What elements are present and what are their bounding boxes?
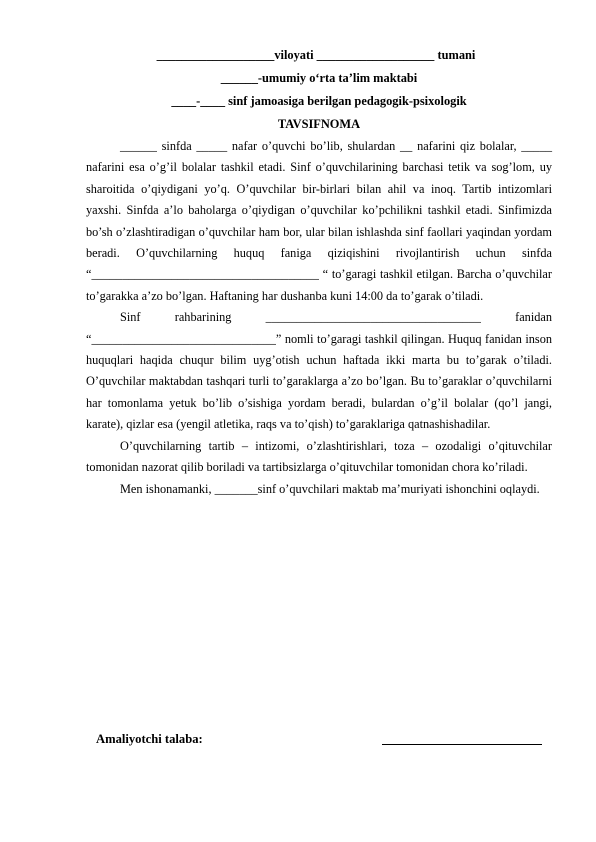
header-region-line: ___________________viloyati ___________________ tumani	[156, 48, 476, 62]
paragraph-discipline: O’quvchilarning tartib – intizomi, o’zlashtirishlari, toza – ozodaligi o’qituvchilar tomonidan nazorat qilib boriladi va tartibsizlarga o’qituvchilar tomonidan chora ko’riladi.	[86, 438, 552, 475]
paragraph-clubs: Sinf rahbarining ___________________________________ fanidan “______________________________” nomli to’garagi tashkil qilingan. Huquq fanidan inson huquqlari haqida chuqur bilim uyg’otish uchun haftada ikki marta bu to’garak o’tiladi. O’quvchilar maktabdan tashqari turli to’garaklarga a’zo bo’lgan. Bu to’garaklar o’quvchilarni har tomonlama yetuk bo’lib o’sishiga yordam beradi, bulardan o’g’il bolalar (qo’l jangi, karate), qizlar esa (yengil atletika, raqs va to’qish) to’garaklariga qatnashishadilar.	[86, 310, 552, 432]
paragraph-class-overview: ______ sinfda _____ nafar o’quvchi bo’lib, shulardan __ nafarini qiz bolalar, _____ nafarini esa o’g’il bolalar tashkil etadi. Sinf o’quvchilarining barchasi tetik va sog’lom, uy sharoitida o’qiydigani yo’q. O’quvchilar bir-birlari bilan ahil va inoq. Tartib intizomlari yaxshi. Sinfda a’lo baholarga o’qiydigan o’quvchilar ko’pchilikni tashkil etadi. Sinfimizda bo’sh o’zlashtiradigan o’quvchilar ham bor, ular bilan ishlashda sinf faollari yaqindan yordam beradi. O’quvchilarning huquq faniga qiziqishini rivojlantirish uchun sinfda “_____________________________________ “ to’garagi tashkil etilgan. Barcha o’quvchilar to’garakka a’zo bo’lgan. Haftaning har dushanba kuni 14:00 da to’garak o’tiladi.	[86, 139, 552, 303]
header-class-line: ____-____ sinf jamoasiga berilgan pedagogik-psixologik	[171, 94, 467, 108]
signature-block	[96, 730, 542, 754]
document-title: TAVSIFNOMA	[277, 117, 361, 131]
header-school-line: ______-umumiy o‘rta ta’lim maktabi	[220, 71, 418, 85]
paragraph-conclusion: Men ishonamanki, _______sinf o’quvchilari maktab ma’muriyati ishonchini oqlaydi.	[120, 481, 540, 496]
signature-label: Amaliyotchi talaba:	[96, 732, 203, 746]
signature-line	[382, 744, 542, 745]
